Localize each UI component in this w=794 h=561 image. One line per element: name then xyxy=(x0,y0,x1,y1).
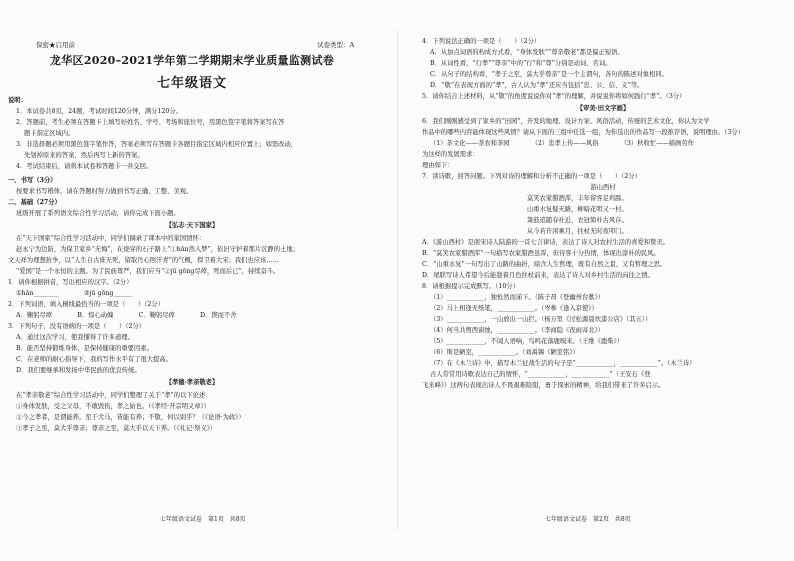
section-heading-tianye: 【审美·田文字画】 xyxy=(576,105,630,112)
paper-type-label: 试卷类型：A xyxy=(317,41,355,49)
confidential-label: 保密★启用前 xyxy=(36,41,75,49)
text-line: D．我们要继承和发扬中华民族的优良传统。 xyxy=(16,367,141,374)
left-column xyxy=(0,0,396,561)
poem-line: 山重水复疑无路，柳暗花明又一村。 xyxy=(527,206,628,213)
poem-line: 从今若许闲乘月，拄杖无时夜叩门。 xyxy=(527,228,628,235)
text-line: ②今之孝者，是谓能养。至于犬马，皆能有养；不敬，何以别乎？（《论语·为政》） xyxy=(16,414,245,421)
text-line: 1．本试卷共8页，24题，考试时间120分钟，满分120分。 xyxy=(16,108,183,115)
questions-block-1 xyxy=(422,36,784,102)
text-line: 按要求书写楷体，请在答题时努力做到书写正确、工整、美观。 xyxy=(16,188,193,195)
text-line: C．“山重水复”一句写出了山路的曲折，暗含人生哲理，既有自然之景，又有哲理之思。 xyxy=(422,261,667,268)
text-line: 5．请你结合上述材料，从“敬”的角度说说你对“孝”的理解，并说说你将如何践行“孝”。（3分） xyxy=(422,93,686,100)
poem-body xyxy=(422,193,784,237)
xiaoti-block xyxy=(8,390,376,434)
text-line: 3．非选择题必须用黑色签字笔作答，答案必须写在答题卡各题目指定区域内相应位置上；如需改动， xyxy=(16,141,298,148)
text-line: 班级开展了系列语文综合性学习活动，请你完成下面小题。 xyxy=(16,210,180,217)
text-line: 飞来峰》）这两句表现出诗人不畏艰难险阻，勇于探索的精神，给我们带来了许多启示。 xyxy=(422,382,665,389)
text-line: A．鞠躬尽瘁 B．惊心动魄 C．鞠躬尽瘁 D．锲而不舍 xyxy=(16,312,237,319)
text-line: 作品中的哪些内容能体现这些风情？请从下面的三组中任选一组，为你选出的作品写一段推荐语，说明理由。（3分） xyxy=(422,129,744,136)
text-line: （7）在《木兰诗》中，描写木兰征战生活的句子是“____________，____________”。（木兰诗） xyxy=(430,360,696,367)
poem-title: 游山西村 xyxy=(590,184,616,191)
text-line: （4）何当共剪西窗烛，____________。（李商隐《夜雨寄北》） xyxy=(430,327,605,334)
text-line: 在“孝亲敬老”综合性学习活动中，同学们整理了关于“孝”的以下论述： xyxy=(16,392,212,399)
text-line: 4．考试结束后，请将本试卷和答题卡一并交回。 xyxy=(16,163,153,170)
text-line: 6．我们刚刚感受到了家乡的“田园”，开发的地理、设计方案、风俗活动，传统的艺术文化，你认为文学 xyxy=(422,118,710,125)
text-line: 先划掉原来的答案，然后再写上新的答案。 xyxy=(24,152,144,159)
text-line: （2）马上相逢无纸笔，____________。（岑参《逢入京使》） xyxy=(430,305,598,312)
text-line: B．能否坚持锻炼身体，是保持健康的重要因素。 xyxy=(16,345,153,352)
page-footer-left: 七年级语文试卷 第1页 共8页 xyxy=(160,516,246,523)
text-line: 8．请根据提示完成默写。（10分） xyxy=(422,283,520,290)
text-line: 古人常常用诗歌表达自己的情怀，“____________，____________”（王安石《登 xyxy=(430,371,651,378)
text-line: 1．请你根据拼音，写出相应的汉字。（2分） xyxy=(8,279,133,286)
poem-line: 箫鼓追随春社近，衣冠简朴古风存。 xyxy=(527,217,628,224)
text-line: （1）茶文化——茶农和茶园 （2）忠孝上传——风俗 （3）秋收忙——描画劳作 xyxy=(430,140,694,147)
text-line: 3．下列句子，没有语病的一项是（ ）（2分） xyxy=(8,323,146,330)
right-column xyxy=(398,0,794,561)
text-line: （3）____________，一山放出一山拦。（杨万里《过松源晨炊漆公店》（其五）） xyxy=(430,316,652,323)
text-line: A．通过这次学习，使我懂得了许多道理。 xyxy=(16,334,134,341)
text-line: 题卡指定区域内。 xyxy=(24,130,75,137)
text-line: C．在老师的耐心指导下，我的写作水平有了很大提高。 xyxy=(16,356,172,363)
text-line: “爱国”是一个永恒的主题。为了民族尊严，我们应当“②jū gōng尽瘁，死而后已”，持续奋斗。 xyxy=(16,268,280,275)
text-line: ①身体发肤，受之父母，不敢毁伤，孝之始也。（《孝经·开宗明义章》） xyxy=(16,403,211,410)
section-heading-tianxia: 【弘志·天下国家】 xyxy=(165,222,219,229)
text-line: 文天祥为理想抗争，以“人生自古谁无死，留取丹心照汗青”的气概，捍卫着大宋；我们也应该…… xyxy=(8,257,279,264)
text-line: （5）____________，不闻人语响，鸟鸣花落鹿嗅来。（王维《鹿柴》） xyxy=(430,338,623,345)
text-line: ①hān________ ②jū gōng______ xyxy=(16,290,133,297)
text-line: D．“敬”在表现方面的“孝”，古人认为“孝”还应当包括“忠、公、信、义”等。 xyxy=(430,82,644,89)
text-line: B．从词性看，“行孝”“尊亲”中的“行”和“尊”分别是动词、名词。 xyxy=(430,60,612,67)
text-line: A．从加点词语的构成方式看，“身体发肤”“尊亲敬老”都是偏正短语。 xyxy=(430,49,624,56)
text-line: ③孝子之至，莫大乎尊亲；尊亲之至，莫大乎以天下养。（《礼记·祭义》） xyxy=(16,425,217,432)
text-line: 4．下列说法正确的一项是（ ）（2分） xyxy=(422,38,541,45)
section-heading-xiaoti: 【孝德·孝亲敬老】 xyxy=(165,379,219,386)
text-line: B．“莫笑农家腊酒浑”一句描写农家腊酒虽浑，但待客十分热情，体现出淳朴的民风。 xyxy=(422,250,660,257)
tianxia-block xyxy=(8,233,376,376)
exam-subtitle: 七年级语文 xyxy=(156,76,227,91)
questions-block-2 xyxy=(422,116,784,182)
text-line: 为这样的发展需求： xyxy=(422,151,479,158)
text-line: 二、基础（27分） xyxy=(8,199,61,206)
exam-title: 龙华区2020–2021学年第二学期期末学业质量监测试卷 xyxy=(49,54,335,67)
text-line: 理由如下： xyxy=(422,162,454,169)
text-line: A．《游山西村》是南宋诗人陆游的一首七言律诗，表达了诗人对农村生活的喜爱和赞美。 xyxy=(422,239,669,246)
text-line: 说明： xyxy=(8,97,27,104)
text-line: D．尾联写诗人希望今后能趁着月色拄杖前来，表达了诗人对乡村生活的向往之情。 xyxy=(422,272,654,279)
text-line: 7．读诗歌，回答问题。下列对诗的理解和分析不正确的一项是（ ）（2分） xyxy=(422,173,641,180)
instructions-block xyxy=(8,95,376,219)
text-line: C．从句子的结构看，“孝子之至，莫大乎尊亲”是一个主谓句，各句的陈述对象相同。 xyxy=(430,71,668,78)
text-line: 2．答题前，考生必须在答题卡上填写好姓名、学号、考场和座位号，用黑色签字笔将答案写在答 xyxy=(16,119,285,126)
text-line: 一、书写（3分） xyxy=(8,177,57,184)
poem-line: 莫笑农家腊酒浑，丰年留客足鸡豚。 xyxy=(527,195,628,202)
text-line: 2．下列词语，填入横线最恰当的一项是（ ）（2分） xyxy=(8,301,164,308)
text-line: 在“天下国家”综合性学习活动中，同学们摘录了课本中的家国情怀： xyxy=(16,235,206,242)
text-line: 赵永宁为边防，为保卫家乡“无悔”，在烧穿的石子路上“①hān然入梦”，依旧守护着那片沉静的土地； xyxy=(16,246,299,253)
questions-block-3 xyxy=(422,237,784,391)
page-footer-right: 七年级语文试卷 第2页 共8页 xyxy=(545,516,631,523)
text-line: （6）斯是陋室，____________。（刘禹锡《陋室铭》） xyxy=(430,349,579,356)
text-line: （1）____________，独怆然而涕下。（陈子昂《登幽州台歌》） xyxy=(430,294,605,301)
